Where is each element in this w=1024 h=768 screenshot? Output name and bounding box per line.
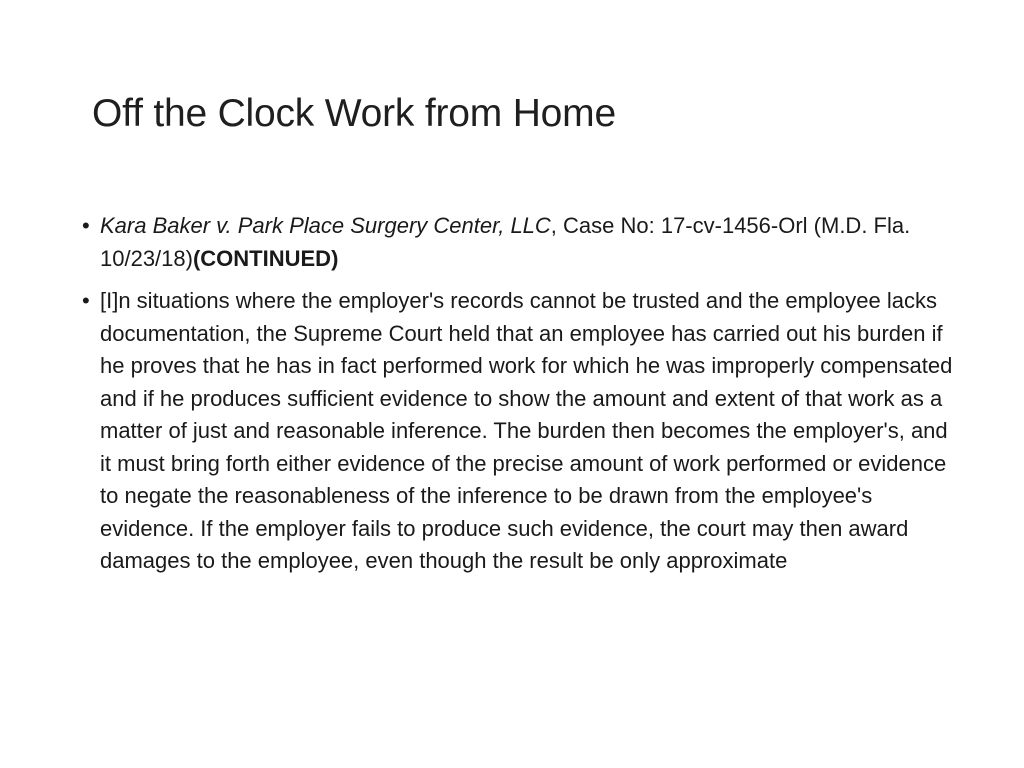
case-name: Kara Baker v. Park Place Surgery Center, LLC: [100, 213, 551, 238]
continued-label: (CONTINUED): [192, 245, 339, 271]
bullet-list: [78, 210, 953, 588]
case-details: , Case No: 17-cv-1456-Orl (M.D. Fla. 10/23/18): [100, 213, 911, 271]
quote-text: [I]n situations where the employer's records cannot be trusted and the employee lacks documentation, the Supreme Court held that an employee has carried out his burden if he proves that he has in fact performed work for which he was improperly compensated and if he produces sufficient evidence to show the amount and extent of that work as a matter of just and reasonable inference. The burden then becomes the employer's, and it must bring forth either evidence of the precise amount of work performed or evidence to negate the reasonableness of the inference to be drawn from the employee's evidence. If the employer fails to produce such evidence, the court may then award damages to the employee, even though the result be only approximate: [100, 288, 953, 573]
bullet-icon: •: [82, 288, 90, 313]
bullet-case-citation: [78, 210, 953, 275]
slide-title: Off the Clock Work from Home: [92, 92, 616, 135]
bullet-icon: •: [82, 213, 90, 238]
bullet-quote: [78, 285, 953, 578]
